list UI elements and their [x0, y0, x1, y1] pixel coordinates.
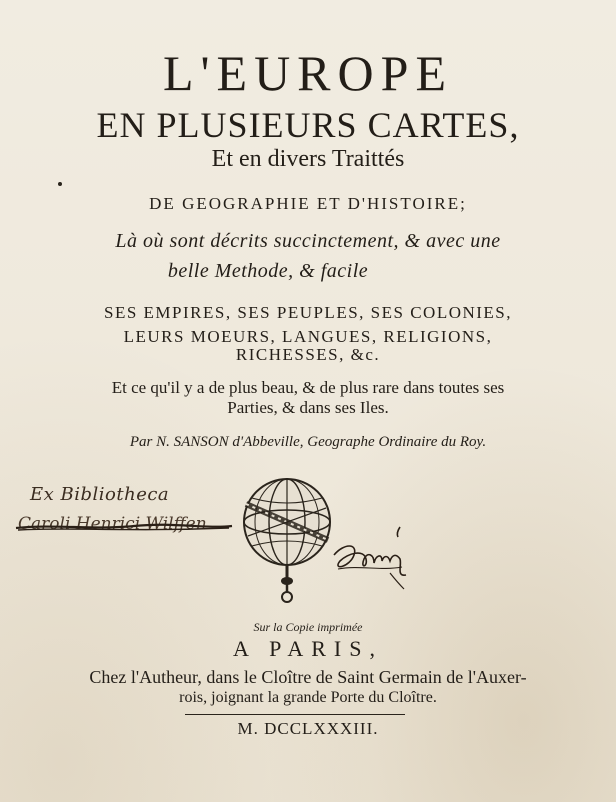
handwritten-signature	[330, 525, 420, 595]
strikethrough-mark	[14, 520, 234, 534]
imprint-note: Sur la Copie imprimée	[253, 620, 363, 634]
ownership-inscription-line-2: Caroli Henrici Wilffen	[18, 514, 207, 534]
armillary-sphere-icon	[232, 474, 342, 606]
imprint-date: M. DCCLXXXIII.	[237, 719, 379, 738]
ink-spot	[58, 182, 62, 186]
imprint-rule	[185, 714, 405, 715]
imprint-publisher-line-2: rois, joignant la grande Porte du Cloître.	[179, 689, 437, 706]
imprint-city: A PARIS,	[232, 636, 383, 661]
ownership-inscription-line-1: Ex Bibliotheca	[30, 484, 170, 505]
title-line-5: Là où sont décrits succinctement, & avec une	[115, 230, 501, 252]
title-line-11: Parties, & dans ses Iles.	[227, 398, 389, 417]
author-line: Par N. SANSON d'Abbeville, Geographe Ordinaire du Roy.	[129, 434, 487, 450]
title-line-8: LEURS MOEURS, LANGUES, RELIGIONS,	[123, 327, 493, 346]
title-line-2: EN PLUSIEURS CARTES,	[96, 105, 520, 145]
title-line-1: L'EUROPE	[162, 45, 453, 101]
title-line-3: Et en divers Traittés	[211, 146, 405, 172]
title-line-9: RICHESSES, &c.	[235, 345, 381, 364]
title-line-10: Et ce qu'il y a de plus beau, & de plus rare dans toutes ses	[111, 378, 505, 397]
title-line-7: SES EMPIRES, SES PEUPLES, SES COLONIES,	[103, 303, 513, 322]
title-line-6: belle Methode, & facile	[167, 260, 369, 282]
title-line-4: DE GEOGRAPHIE ET D'HISTOIRE;	[149, 194, 467, 213]
imprint-publisher-line-1: Chez l'Autheur, dans le Cloître de Saint Germain de l'Auxer-	[89, 667, 527, 687]
